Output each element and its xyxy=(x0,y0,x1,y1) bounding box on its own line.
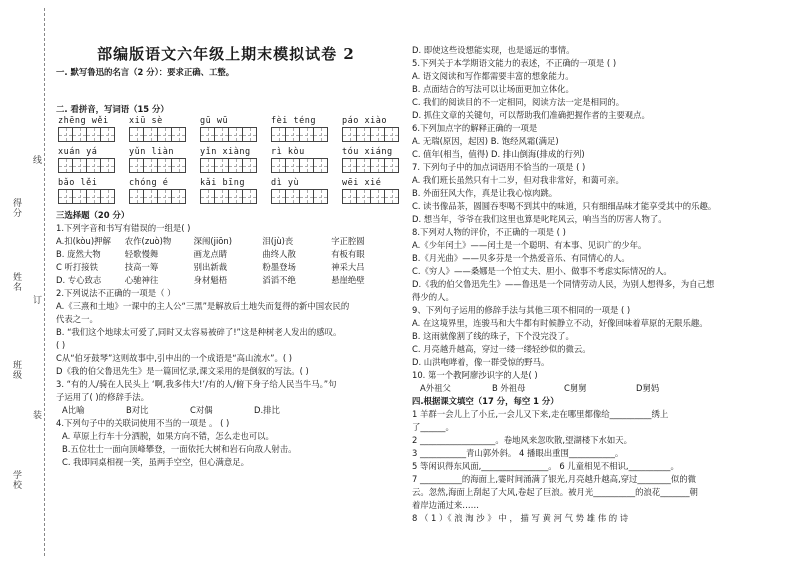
pinyin-cell xyxy=(342,116,399,142)
question-line: D. 抓住文章的关键句，可以帮助我们准确把握作者的主要观点。 xyxy=(412,110,650,120)
writing-box[interactable] xyxy=(300,127,314,142)
pinyin-cell xyxy=(342,178,399,204)
binding-line xyxy=(44,8,45,556)
writing-box[interactable] xyxy=(286,189,300,204)
question-line: 子运用了( )的修辞手法。 xyxy=(56,392,149,402)
question-line: D.《我的伯父鲁迅先生》——鲁迅是一个同情劳动人民，为别人想得多，为自己想 xyxy=(412,279,715,289)
pinyin-grid xyxy=(56,116,396,204)
question-line: B. 这雨就像割了线的珠子，下个没完没了。 xyxy=(412,331,574,341)
writing-box[interactable] xyxy=(357,189,371,204)
writing-boxes[interactable] xyxy=(200,189,257,204)
fill-line: 2 __________________。卷地风来忽吹散,望湖楼下水如天。 xyxy=(412,435,633,445)
option-term: 曲终人散 xyxy=(262,249,296,259)
pinyin-cell xyxy=(200,178,257,204)
exam-title: 部编版语文六年级上期末模拟试卷 2 xyxy=(97,45,355,63)
question-4: 4.下列句子中的关联词使用不当的一项是 。 ( ) xyxy=(56,418,230,428)
pinyin-text: kǎi bīng xyxy=(200,178,245,188)
question-line: B.《月光曲》——贝多芬是一个热爱音乐、有同情心的人。 xyxy=(412,253,630,263)
question-line: 5.下列关于本学期语文能力的表述，不正确的一项是 ( ) xyxy=(412,58,617,68)
writing-box[interactable] xyxy=(158,158,172,173)
writing-box[interactable] xyxy=(101,127,115,142)
option-row xyxy=(56,235,396,248)
option-term: 神采大吕 xyxy=(331,262,365,272)
option-choice: C舅舅 xyxy=(564,383,587,393)
question-line: C. 值年(相当，值得) D. 排山倒海(排成的行列) xyxy=(412,149,585,159)
option-term: 字正腔圆 xyxy=(331,236,365,246)
writing-box[interactable] xyxy=(73,189,87,204)
option-line: C. 我即同桌相视一笑，虽两手空空，但心满意足。 xyxy=(62,457,250,467)
option-term: 农作(zuò)物 xyxy=(124,236,172,246)
writing-box[interactable] xyxy=(215,127,229,142)
writing-box[interactable] xyxy=(229,158,243,173)
option-term: 泪(jù)丧 xyxy=(262,236,294,246)
writing-box[interactable] xyxy=(172,158,186,173)
pinyin-row xyxy=(58,147,396,173)
question-10-options xyxy=(412,382,784,395)
pinyin-text: páo xiào xyxy=(342,116,387,126)
writing-box[interactable] xyxy=(87,158,101,173)
writing-box[interactable] xyxy=(200,189,215,204)
fill-line: 8 （ 1 ）《 浪 淘 沙 》 中 ， 描 写 黄 河 气 势 雄 伟 的 诗 xyxy=(412,513,629,523)
writing-box[interactable] xyxy=(357,127,371,142)
writing-box[interactable] xyxy=(385,158,399,173)
writing-box[interactable] xyxy=(101,158,115,173)
option-choice: C对偶 xyxy=(190,405,213,415)
writing-boxes[interactable] xyxy=(58,189,115,204)
question-1: 1.下列字音和书写有错误的一组是( ) xyxy=(56,223,191,233)
pinyin-cell xyxy=(200,147,257,173)
writing-box[interactable] xyxy=(73,127,87,142)
writing-box[interactable] xyxy=(371,189,385,204)
writing-box[interactable] xyxy=(271,189,286,204)
school-label: 学校 xyxy=(11,470,21,490)
option-term: 滔滔不绝 xyxy=(262,275,296,285)
option-term: 深闱(jiōn) xyxy=(193,236,232,246)
right-questions xyxy=(412,44,784,382)
writing-box[interactable] xyxy=(342,189,357,204)
option-term: D. 专心致志 xyxy=(56,275,102,285)
pinyin-cell xyxy=(129,147,186,173)
writing-box[interactable] xyxy=(101,189,115,204)
left-column xyxy=(56,44,396,469)
writing-box[interactable] xyxy=(58,158,73,173)
pinyin-cell xyxy=(271,116,328,142)
writing-box[interactable] xyxy=(58,127,73,142)
question-line: B. 点面结合的写法可以让场面更加立体化。 xyxy=(412,84,574,94)
writing-boxes[interactable] xyxy=(342,127,399,142)
option-choice: A比喻 xyxy=(62,405,85,415)
writing-box[interactable] xyxy=(243,127,257,142)
option-choice: D.排比 xyxy=(254,405,280,415)
option-line: ( ) xyxy=(56,340,66,350)
writing-boxes[interactable] xyxy=(129,158,186,173)
option-term: 画龙点睛 xyxy=(193,249,228,259)
fill-line: 7 __________的海面上,霎时间涌满了银光,月亮越升越高,穿过________似的微 xyxy=(412,474,696,484)
question-line: 得少的人。 xyxy=(412,292,454,302)
question-line: 10. 第一个教阿廖沙识字的人是( ) xyxy=(412,370,538,380)
writing-boxes[interactable] xyxy=(58,127,115,142)
fill-line: 着岸边涌过来…… xyxy=(412,500,479,510)
pinyin-cell xyxy=(271,147,328,173)
writing-box[interactable] xyxy=(87,127,101,142)
writing-box[interactable] xyxy=(300,158,314,173)
writing-box[interactable] xyxy=(73,158,87,173)
writing-box[interactable] xyxy=(129,127,144,142)
fill-line: 云。忽然,海面上刮起了大风,卷起了巨浪。被月光__________的浪花_______朝 xyxy=(412,487,698,497)
option-line: D《我的伯父鲁迅先生》是一篇回忆录,课文采用的是倒叙的写法。( ) xyxy=(56,366,309,376)
stitch-mark: 装 xyxy=(31,410,41,420)
fill-in-blanks xyxy=(412,408,784,525)
question-line: D. 想当年，爷爷在我们这里也算是叱咤风云，响当当的厉害人物了。 xyxy=(412,214,667,224)
question-line: 8.下列对人物的评价，不正确的一项是 ( ) xyxy=(412,227,566,237)
question-line: A. 语文阅读和写作都需要丰富的想象能力。 xyxy=(412,71,574,81)
writing-box[interactable] xyxy=(271,127,286,142)
option-row xyxy=(56,274,396,287)
option-line: A.《三熹和土地》一课中的主人公“三黑”是解放后土地失而复得的新中国农民的 xyxy=(56,301,350,311)
writing-box[interactable] xyxy=(200,158,215,173)
line-mark: 线 xyxy=(31,155,41,165)
writing-box[interactable] xyxy=(385,127,399,142)
option-line: B.五位壮士一面向顶峰攀登，一面依托大树和岩石向敌人射击。 xyxy=(62,444,297,454)
pinyin-text: tóu xiáng xyxy=(342,147,393,157)
pinyin-row xyxy=(58,116,396,142)
writing-box[interactable] xyxy=(300,189,314,204)
writing-box[interactable] xyxy=(357,158,371,173)
writing-box[interactable] xyxy=(314,158,328,173)
writing-box[interactable] xyxy=(342,158,357,173)
writing-box[interactable] xyxy=(243,189,257,204)
option-line: 代表之一。 xyxy=(56,314,98,324)
writing-box[interactable] xyxy=(215,189,229,204)
writing-box[interactable] xyxy=(158,127,172,142)
writing-boxes[interactable] xyxy=(271,158,328,173)
question-line: 3. “有的人/骑在人民头上 ‘啊,我多伟大!’/有的人/俯下身子给人民当牛马。”句 xyxy=(56,379,337,389)
writing-box[interactable] xyxy=(342,127,357,142)
writing-box[interactable] xyxy=(129,189,144,204)
pinyin-text: wēi xié xyxy=(342,178,382,188)
bind-mark: 订 xyxy=(31,295,41,305)
option-term: C 听打接铁 xyxy=(56,262,99,272)
question-line: C. 月亮越升越高，穿过一缕一缕轻纱似的微云。 xyxy=(412,344,591,354)
pinyin-text: yǐn xiàng xyxy=(200,147,251,157)
section-4-heading: 四.根据课文填空（17 分，每空 1 分） xyxy=(412,396,559,406)
question-4-options xyxy=(56,430,396,469)
writing-box[interactable] xyxy=(385,189,399,204)
answer-space-1 xyxy=(56,79,396,103)
name-label: 姓名 xyxy=(11,272,21,292)
writing-box[interactable] xyxy=(314,189,328,204)
pinyin-row xyxy=(58,178,396,204)
option-term: 别出新裁 xyxy=(193,262,228,272)
option-term: 有板有眼 xyxy=(331,249,365,259)
writing-boxes[interactable] xyxy=(271,127,328,142)
section-2-heading: 二. 看拼音，写词语（15 分） xyxy=(56,104,169,114)
writing-boxes[interactable] xyxy=(200,158,257,173)
pinyin-text: bǎo lěi xyxy=(58,178,98,188)
question-3-options xyxy=(56,404,396,417)
pinyin-cell xyxy=(200,116,257,142)
question-line: C.《穷人》——桑娜是一个怕丈夫、胆小、做事不考虑实际情况的人。 xyxy=(412,266,672,276)
question-line: A. 在这境界里，连骏马和大牛都有时候静立不动，好像回味着草原的无限乐趣。 xyxy=(412,318,708,328)
question-2: 2.下列说法不正确的一项是（ ） xyxy=(56,288,176,298)
option-line: C从“伯牙鼓琴”这则故事中,引申出的一个成语是“高山流水”。( ) xyxy=(56,353,293,363)
writing-box[interactable] xyxy=(200,127,215,142)
option-choice: D舅妈 xyxy=(636,383,660,393)
option-term: 轻歌慢舞 xyxy=(124,249,159,259)
writing-box[interactable] xyxy=(172,127,186,142)
writing-box[interactable] xyxy=(286,158,300,173)
fill-line: 1 羊群一会儿上了小丘,一会儿又下来,走在哪里都像给__________绣上 xyxy=(412,409,669,419)
writing-box[interactable] xyxy=(144,189,158,204)
pinyin-cell xyxy=(58,178,115,204)
writing-box[interactable] xyxy=(144,127,158,142)
question-2-options xyxy=(56,300,396,378)
section-3-heading: 三选择题（20 分） xyxy=(56,210,130,220)
pinyin-cell xyxy=(342,147,399,173)
score-label: 得分 xyxy=(11,198,21,218)
writing-boxes[interactable] xyxy=(342,189,399,204)
binding-margin xyxy=(0,0,48,562)
writing-boxes[interactable] xyxy=(200,127,257,142)
option-row xyxy=(56,248,396,261)
option-term: 心驰神往 xyxy=(124,275,159,285)
writing-boxes[interactable] xyxy=(58,158,115,173)
question-line: 9、下列句子运用的修辞手法与其他三项不相同的一项是 ( ) xyxy=(412,305,631,315)
writing-box[interactable] xyxy=(129,158,144,173)
writing-box[interactable] xyxy=(158,189,172,204)
option-term: B. 庞然大物 xyxy=(56,249,101,259)
option-term: 悬崖绝壁 xyxy=(331,275,365,285)
section-1-heading: 一. 默写鲁迅的名言（2 分）：要求正确、工整。 xyxy=(56,67,235,77)
question-line: C. 读书像品茶，圆圆吞枣喝不到其中的味道，只有细细品味才能享受其中的乐趣。 xyxy=(412,201,717,211)
writing-boxes[interactable] xyxy=(129,127,186,142)
option-line: A. 草原上行车十分洒脱，如果方向不错，怎么走也可以。 xyxy=(62,431,274,441)
writing-box[interactable] xyxy=(172,189,186,204)
option-term: 身材魁梧 xyxy=(193,275,228,285)
pinyin-cell xyxy=(58,116,115,142)
option-term: 粉墨登场 xyxy=(262,262,296,272)
question-line: D. 即使这些设想能实现，也是遥远的事情。 xyxy=(412,45,575,55)
writing-boxes[interactable] xyxy=(129,189,186,204)
writing-box[interactable] xyxy=(271,158,286,173)
question-line: A. 无瑞(原因，起因) B. 饱经风霜(满足) xyxy=(412,136,559,146)
pinyin-text: chóng é xyxy=(129,178,169,188)
option-term: A.扣(kòu)押解 xyxy=(56,236,111,246)
fill-line: 了______。 xyxy=(412,422,454,432)
pinyin-text: dì yù xyxy=(271,178,300,188)
right-column xyxy=(412,44,784,525)
pinyin-cell xyxy=(129,116,186,142)
writing-box[interactable] xyxy=(243,158,257,173)
pinyin-text: rì kòu xyxy=(271,147,305,157)
writing-box[interactable] xyxy=(229,127,243,142)
option-choice: B对比 xyxy=(126,405,149,415)
option-choice: A外祖父 xyxy=(420,383,451,393)
question-line: C. 我们的阅读目的不一定相同，阅读方法一定是相同的。 xyxy=(412,97,625,107)
option-line: B. “我们这个地球太可爱了,同时又太容易被碎了!”这是种树老人发出的感叹。 xyxy=(56,327,342,337)
pinyin-cell xyxy=(129,178,186,204)
writing-boxes[interactable] xyxy=(271,189,328,204)
pinyin-cell xyxy=(58,147,115,173)
option-term: 技高一筹 xyxy=(124,262,159,272)
writing-box[interactable] xyxy=(58,189,73,204)
pinyin-cell xyxy=(271,178,328,204)
class-label: 班级 xyxy=(11,360,21,380)
pinyin-text: xiū sè xyxy=(129,116,163,126)
question-line: 7. 下列句子中的加点词语用不恰当的一项是 ( ) xyxy=(412,162,586,172)
question-line: A.《少年闰土》——闰土是一个聪明、有本事、见识广的少年。 xyxy=(412,240,647,250)
fill-line: 3 ___________青山郭外斜。 4 播眼出重围___________。 xyxy=(412,448,624,458)
fill-line: 5 等闲识得东风面,________________。 6 儿童相见不相识,__________。 xyxy=(412,461,679,471)
writing-box[interactable] xyxy=(144,158,158,173)
writing-box[interactable] xyxy=(215,158,229,173)
question-1-options xyxy=(56,235,396,287)
pinyin-text: zhēng wěi xyxy=(58,116,109,126)
writing-box[interactable] xyxy=(229,189,243,204)
writing-boxes[interactable] xyxy=(342,158,399,173)
pinyin-text: yǔn liàn xyxy=(129,147,174,157)
writing-box[interactable] xyxy=(314,127,328,142)
writing-box[interactable] xyxy=(87,189,101,204)
question-line: 6.下列加点字的解释正确的一项是 xyxy=(412,123,538,133)
pinyin-text: fèi téng xyxy=(271,116,316,126)
writing-box[interactable] xyxy=(286,127,300,142)
option-choice: B 外祖母 xyxy=(492,383,526,393)
question-line: D. 山洪咆哮着，像一群受惊的野马。 xyxy=(412,357,550,367)
writing-box[interactable] xyxy=(371,127,385,142)
question-line: A. 我们班长虽然只有十二岁，但对我非常好，和蔼可亲。 xyxy=(412,175,624,185)
pinyin-text: xuán yá xyxy=(58,147,98,157)
question-line: B. 外面狂风大作，真是让我心惊肉跳。 xyxy=(412,188,558,198)
option-row xyxy=(56,261,396,274)
pinyin-text: gū wū xyxy=(200,116,229,126)
writing-box[interactable] xyxy=(371,158,385,173)
question-3 xyxy=(56,378,396,404)
